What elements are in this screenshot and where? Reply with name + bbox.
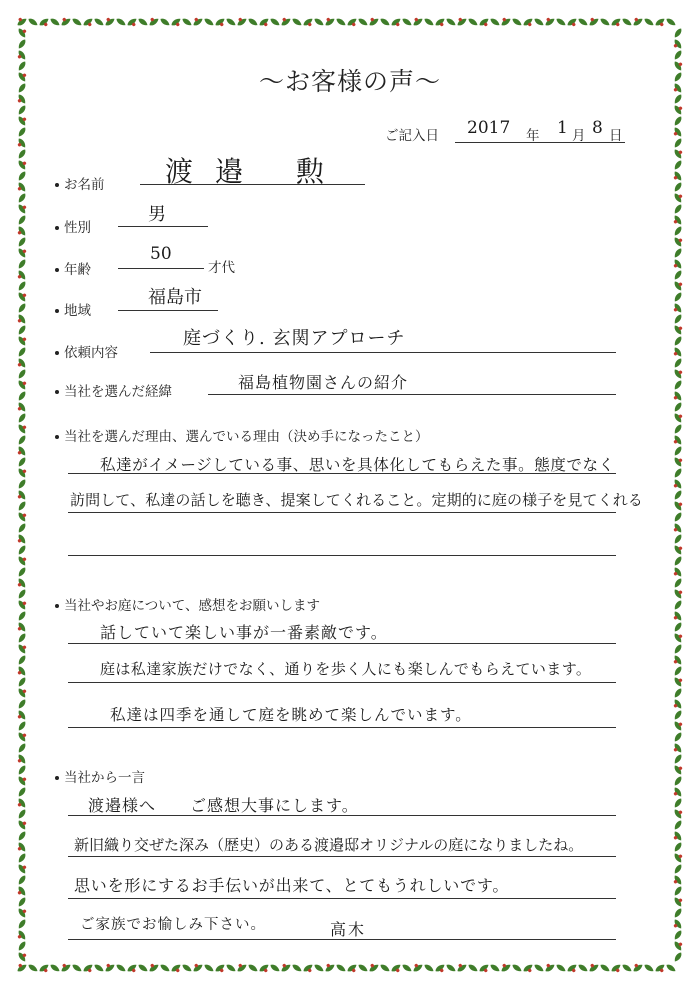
staff-signature: 高木 [330,920,367,939]
age-unit: 才代 [208,260,235,276]
page-title: 〜お客様の声〜 [258,67,441,96]
company-message-rule-1 [68,815,616,816]
request-value: 庭づくり. 玄関アプローチ [183,328,406,349]
request-label: 依頼内容 [55,341,118,361]
company-message-line-2: 新旧織り交ぜた深み（歴史）のある渡邉邸オリジナルの庭になりましたね。 [74,836,584,854]
region-underline [118,310,218,311]
referral-label: 当社を選んだ経緯 [55,380,172,400]
date-month-unit: 月 [572,128,586,144]
company-message-rule-3 [68,898,616,899]
impression-rule-3 [68,727,616,728]
reason-rule-2 [68,512,616,513]
date-month-value: 1 [557,118,568,138]
date-underline [455,142,625,143]
name-value: 渡邉 勲 [165,155,346,188]
name-underline [140,184,365,185]
impression-line-1: 話していて楽しい事が一番素敵です。 [100,623,388,642]
referral-underline [208,394,616,395]
impression-line-3: 私達は四季を通して庭を眺めて楽しんでいます。 [110,706,472,724]
date-day-value: 8 [592,118,603,138]
date-day-unit: 日 [609,128,623,144]
company-message-label: 当社から一言 [55,766,145,786]
name-label: お名前 [55,173,105,193]
reason-rule-3 [68,555,616,556]
age-underline [118,268,204,269]
reason-label: 当社を選んだ理由、選んでいる理由（決め手になったこと） [55,425,429,445]
gender-underline [118,226,208,227]
impression-line-2: 庭は私達家族だけでなく、通りを歩く人にも楽しんでもらえています。 [100,660,592,678]
reason-rule-1 [68,473,616,474]
gender-label: 性別 [55,216,91,236]
company-message-rule-2 [68,856,616,857]
impression-rule-1 [68,643,616,644]
date-year-value: 2017 [467,118,511,138]
gender-value: 男 [148,204,166,225]
age-label: 年齢 [55,258,91,278]
referral-value: 福島植物園さんの紹介 [238,373,409,392]
company-message-line-4: ご家族でお愉しみ下さい。 [80,917,266,933]
request-underline [150,352,616,353]
impression-label: 当社やお庭について、感想をお願いします [55,594,320,614]
reason-line-1: 私達がイメージしている事、思いを具体化してもらえた事。態度でなく [100,456,615,474]
date-label: ご記入日 [385,128,439,144]
company-message-line-1: 渡邉様へ ご感想大事にします。 [88,796,359,815]
region-value: 福島市 [148,287,202,308]
age-value: 50 [150,244,172,264]
company-message-line-3: 思いを形にするお手伝いが出来て、とてもうれしいです。 [74,876,510,895]
reason-line-2: 訪問して、私達の話しを聴き、提案してくれること。定期的に庭の様子を見てくれる [70,491,643,509]
date-year-unit: 年 [526,128,540,144]
region-label: 地域 [55,299,91,319]
impression-rule-2 [68,682,616,683]
company-message-rule-4 [68,939,616,940]
